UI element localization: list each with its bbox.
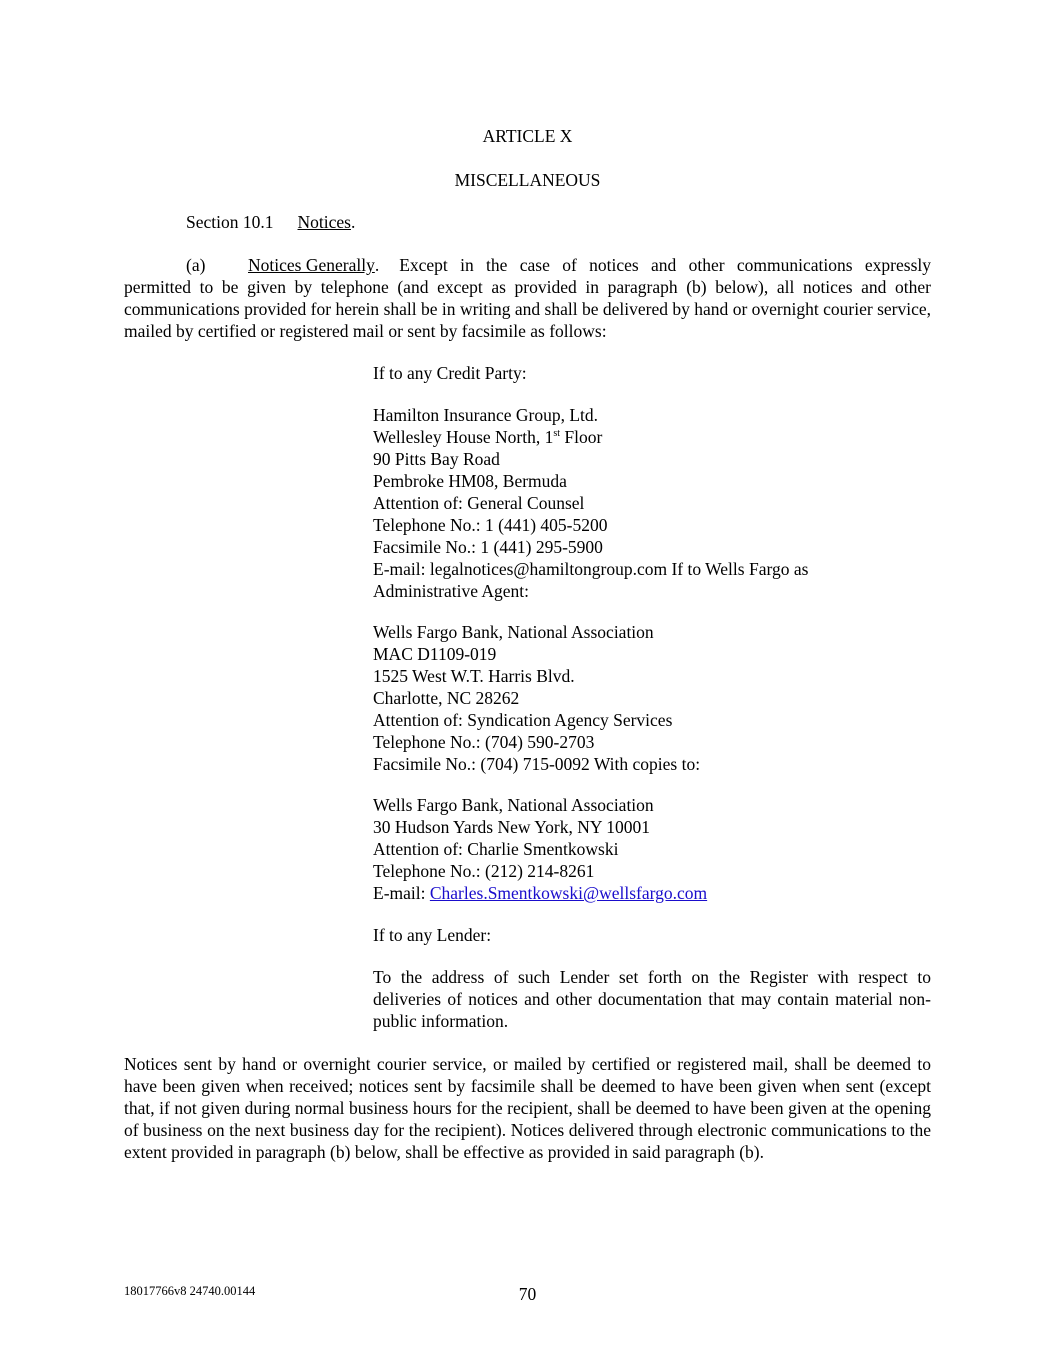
admin-agent-heading: Administrative Agent: [373, 581, 530, 601]
article-title: ARTICLE X [482, 126, 573, 146]
subsection-a-first-line-text: Except in the case of notices and other communications expressly [399, 255, 931, 275]
subsection-a-heading: Notices Generally [248, 255, 375, 275]
subsection-a-label: (a) [186, 255, 206, 275]
copies-attention: Attention of: Charlie Smentkowski [373, 839, 619, 859]
credit-party-facsimile: Facsimile No.: 1 (441) 295-5900 [373, 537, 603, 557]
subsection-a-first-line: (a) Notices Generally . Except in the case of notices and other communications expressly [186, 255, 931, 275]
section-heading: Section 10.1 Notices. [186, 212, 356, 232]
article-subtitle: MISCELLANEOUS [454, 170, 601, 190]
copies-email-line: E-mail: Charles.Smentkowski@wellsfargo.com [373, 883, 708, 903]
credit-party-attention: Attention of: General Counsel [373, 493, 585, 513]
credit-party-telephone: Telephone No.: 1 (441) 405-5200 [373, 515, 608, 535]
footer-doc-id: 18017766v8 24740.00144 [124, 1284, 256, 1298]
copies-email-link[interactable]: Charles.Smentkowski@wellsfargo.com [429, 883, 708, 903]
admin-agent-name: Wells Fargo Bank, National Association [373, 622, 654, 642]
lender-text: To the address of such Lender set forth on the Register with respect to deliveries of notices and other documentation that may contain material non-public information. [373, 967, 931, 1031]
credit-party-heading: If to any Credit Party: [373, 363, 527, 383]
copies-address [373, 794, 931, 904]
credit-party-building: Wellesley House North, 1st Floor [373, 427, 603, 447]
credit-party-city: Pembroke HM08, Bermuda [373, 471, 567, 491]
admin-agent-attention: Attention of: Syndication Agency Services [373, 710, 673, 730]
admin-agent-telephone: Telephone No.: (704) 590-2703 [373, 732, 595, 752]
copies-address-line: 30 Hudson Yards New York, NY 10001 [373, 817, 650, 837]
admin-agent-mac: MAC D1109-019 [373, 644, 497, 664]
admin-agent-street: 1525 West W.T. Harris Blvd. [373, 666, 575, 686]
section-title: Notices [297, 212, 351, 232]
document-page [124, 0, 931, 1365]
subsection-a-body: permitted to be given by telephone (and except as provided in paragraph (b) below), all notices and other communications provided for herein shall be in writing and shall be delivered by hand or overnight courier service, mailed by certified or registered mail or sent by facsimile as follows: [124, 277, 931, 341]
copies-name: Wells Fargo Bank, National Association [373, 795, 654, 815]
credit-party-email: E-mail: legalnotices@hamiltongroup.com If to Wells Fargo as [373, 559, 809, 579]
admin-agent-city: Charlotte, NC 28262 [373, 688, 520, 708]
lender-heading: If to any Lender: [373, 925, 492, 945]
subsection-a [124, 254, 931, 342]
credit-party-name: Hamilton Insurance Group, Ltd. [373, 405, 599, 425]
credit-party-address [373, 404, 931, 602]
section-number: Section 10.1 [186, 212, 274, 232]
admin-agent-address [373, 621, 931, 775]
closing-paragraph: Notices sent by hand or overnight courier service, or mailed by certified or registered mail, shall be deemed to have been given when received; notices sent by facsimile shall be deemed to have been given when sent (except that, if not given during normal business hours for the recipient, shall be deemed to have been given at the opening of business on the next business day for the recipient). Notices delivered through electronic communications to the extent provided in paragraph (b) below, shall be effective as provided in said paragraph (b). [124, 1054, 931, 1162]
copies-telephone: Telephone No.: (212) 214-8261 [373, 861, 595, 881]
credit-party-street: 90 Pitts Bay Road [373, 449, 500, 469]
admin-agent-facsimile: Facsimile No.: (704) 715-0092 With copies to: [373, 754, 701, 774]
page-number: 70 [518, 1284, 537, 1304]
